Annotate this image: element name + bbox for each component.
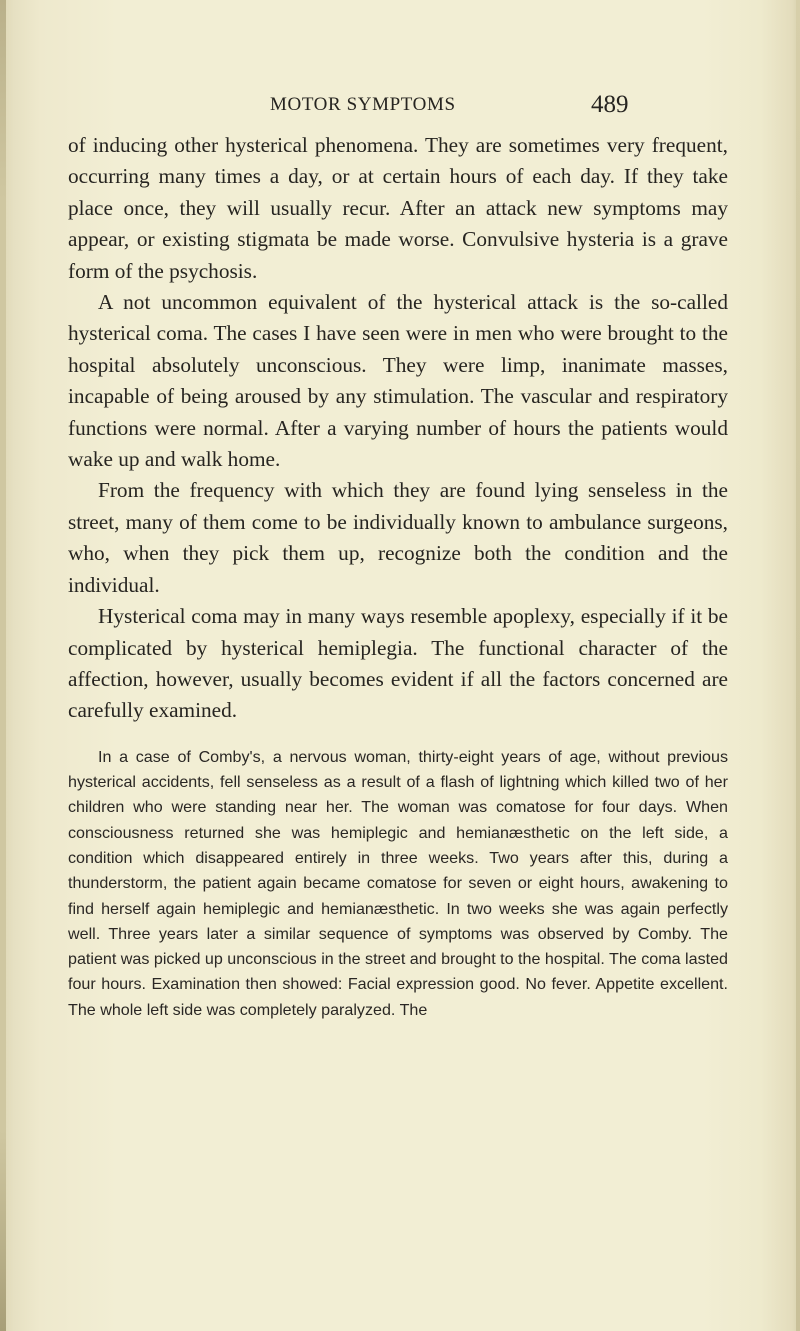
paragraph-apoplexy: Hysterical coma may in many ways resemble apoplexy, especially if it be complicated by hysterical hemiplegia. The functional character of the affection, however, usually becomes evident if all the factors concerned are carefully examined. bbox=[68, 604, 728, 723]
paragraph-frequency: From the frequency with which they are found lying senseless in the street, many of them come to be individually known to ambulance surgeons, who, when they pick them up, recognize both the condition and the individual. bbox=[68, 478, 728, 597]
paragraph-continuation: of inducing other hysterical phenomena. They are sometimes very frequent, occurring many times a day, or at certain hours of each day. If they take place once, they will usually recur. After an attack new symptoms may appear, or existing stigmata be made worse. Convulsive hysteria is a grave form of the psychosis. bbox=[68, 133, 728, 283]
page-edge-right bbox=[796, 0, 800, 1331]
page-number: 489 bbox=[591, 91, 629, 118]
running-head: MOTOR SYMPTOMS bbox=[270, 94, 456, 115]
page-edge-left bbox=[0, 0, 6, 1331]
page-header bbox=[0, 93, 800, 123]
case-report-paragraph: In a case of Comby's, a nervous woman, thirty-eight years of age, without previous hysterical accidents, fell senseless as a result of a flash of lightning which killed two of her children who were standing near her. The woman was comatose for four days. When consciousness returned she was hemiplegic and hemianæsthetic on the left side, a condition which disappeared entirely in three weeks. Two years after this, during a thunderstorm, the patient again became comatose for seven or eight hours, awakening to find herself again hemiplegic and hemianæsthetic. In two weeks she was again perfectly well. Three years later a similar sequence of symptoms was observed by Comby. The patient was picked up unconscious in the street and brought to the hospital. The coma lasted four hours. Examination then showed: Facial expression good. No fever. Appetite excellent. The whole left side was completely paralyzed. The bbox=[68, 747, 728, 1019]
body-text bbox=[68, 130, 728, 1023]
paragraph-hysterical-coma: A not uncommon equivalent of the hysterical attack is the so-called hysterical coma. The cases I have seen were in men who were brought to the hospital absolutely unconscious. They were limp, inanimate masses, incapable of being aroused by any stimulation. The vascular and respiratory functions were normal. After a varying number of hours the patients would wake up and walk home. bbox=[68, 290, 728, 472]
